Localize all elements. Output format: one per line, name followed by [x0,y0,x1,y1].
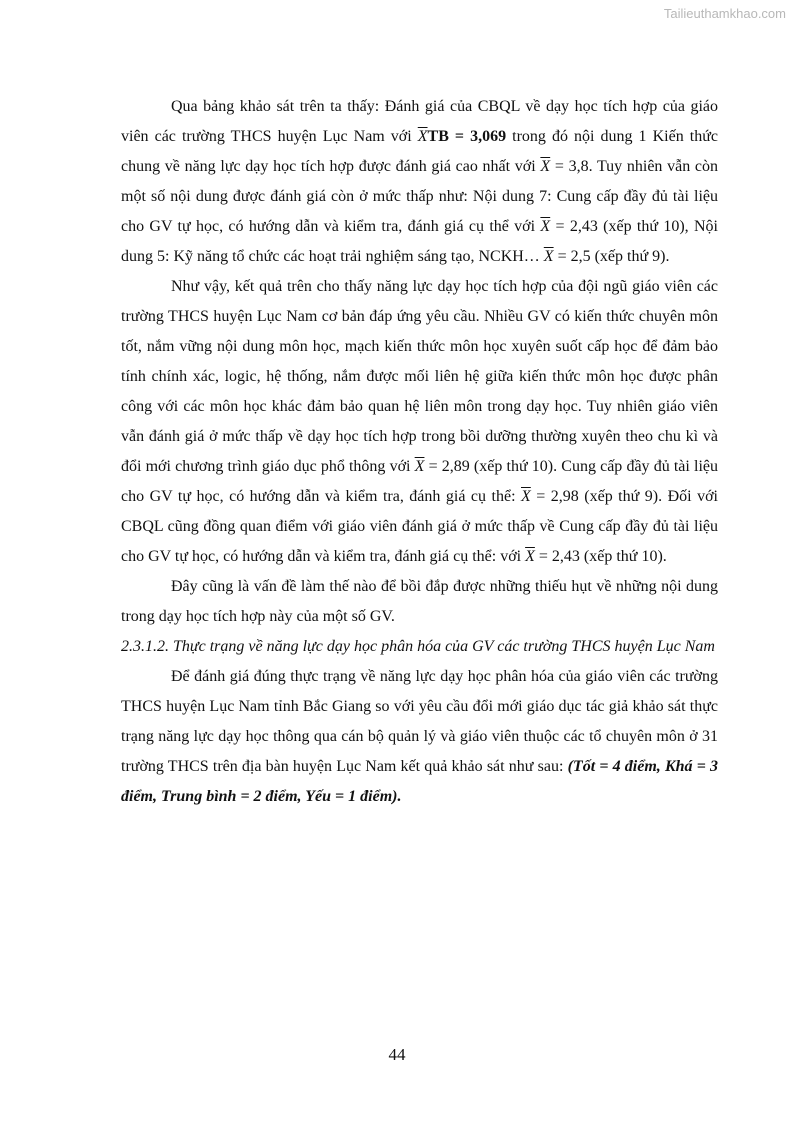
paragraph-3: Đây cũng là vấn đề làm thế nào để bồi đắp được những thiếu hụt về những nội dung trong dạy học tích hợp này của một số GV. [121,578,718,625]
mean-symbol: $\overline{X}$ [525,548,535,565]
text: Để đánh giá đúng thực trạng về năng lực dạy học phân hóa của giáo viên các trường THCS huyện Lục Nam tỉnh Bắc Giang so với yêu cầu đổi mới giáo dục tác giả khảo sát thực trạng năng lực dạy học thông qua cán bộ quản lý và giáo viên thuộc các tổ chuyên môn ở 31 trường THCS trên địa bàn huyện Lục Nam kết quả khảo sát như sau: [121,668,718,775]
paragraph-1 [121,92,718,272]
text: = 2,98 (xếp thứ 9). Đối với CBQL cũng đồng quan điểm với giáo viên đánh giá ở mức thấp về Cung cấp đầy đủ tài liệu cho GV tự học, có hướng dẫn và kiểm tra, đánh giá cụ thể: với [121,488,718,565]
text: = 2,5 (xếp thứ 9). [553,248,670,265]
text: = 2,43 (xếp thứ 10). [534,548,667,565]
text: trong đó nội dung 1 Kiến thức chung về năng lực dạy học tích hợp được đánh giá cao nhất với [121,128,718,175]
mean-symbol: $\overline{X}$ [414,458,425,475]
paragraph-2 [121,272,718,572]
mean-symbol: $\overline{X}$ [540,158,551,175]
paragraph-4 [121,662,718,812]
page-body [121,92,718,812]
scoring-note: (Tốt = 4 điểm, Khá = 3 điểm, Trung bình = 2 điểm, Yếu = 1 điểm). [121,758,719,805]
text: Như vậy, kết quả trên cho thấy năng lực dạy học tích hợp của đội ngũ giáo viên các trường THCS huyện Lục Nam cơ bản đáp ứng yêu cầu. Nhiều GV có kiến thức chuyên môn tốt, nắm vững nội dung môn học, mạch kiến thức môn học xuyên suốt cấp học để đảm bảo tính chính xác, logic, hệ thống, nắm được mối liên hệ giữa kiến thức môn học được phân công với các môn học khác đảm bảo quan hệ liên môn trong dạy học. Tuy nhiên giáo viên vẫn đánh giá ở mức thấp về dạy học tích hợp trong bồi dưỡng thường xuyên theo chu kì và đổi mới chương trình giáo dục phổ thông với [121,278,718,475]
text: Qua bảng khảo sát trên ta thấy: Đánh giá của CBQL về dạy học tích hợp của giáo viên các trường THCS huyện Lục Nam với [121,98,718,145]
text: = 3,8. Tuy nhiên vẫn còn một số nội dung được đánh giá còn ở mức thấp như: Nội dung 7: Cung cấp đầy đủ tài liệu cho GV tự học, có hướng dẫn và kiểm tra, đánh giá cụ thể với [121,158,719,235]
watermark: Tailieuthamkhao.com [663,6,786,21]
page-number: 44 [388,1045,406,1064]
text: = 2,43 (xếp thứ 10), Nội dung 5: Kỹ năng tổ chức các hoạt trải nghiệm sáng tạo, NCKH… [121,218,718,265]
mean-symbol: $\overline{X}$ [521,488,531,505]
section-heading: 2.3.1.2. Thực trạng về năng lực dạy học phân hóa của GV các trường THCS huyện Lục Nam [121,638,715,655]
mean-symbol: $\overline{X}$ [417,128,428,145]
text-bold: TB = 3,069 [427,128,507,145]
mean-symbol: $\overline{X}$ [543,248,554,265]
text: = 2,89 (xếp thứ 10). Cung cấp đầy đủ tài liệu cho GV tự học, có hướng dẫn và kiểm tra, đánh giá cụ thể: [121,458,719,505]
mean-symbol: $\overline{X}$ [540,218,551,235]
